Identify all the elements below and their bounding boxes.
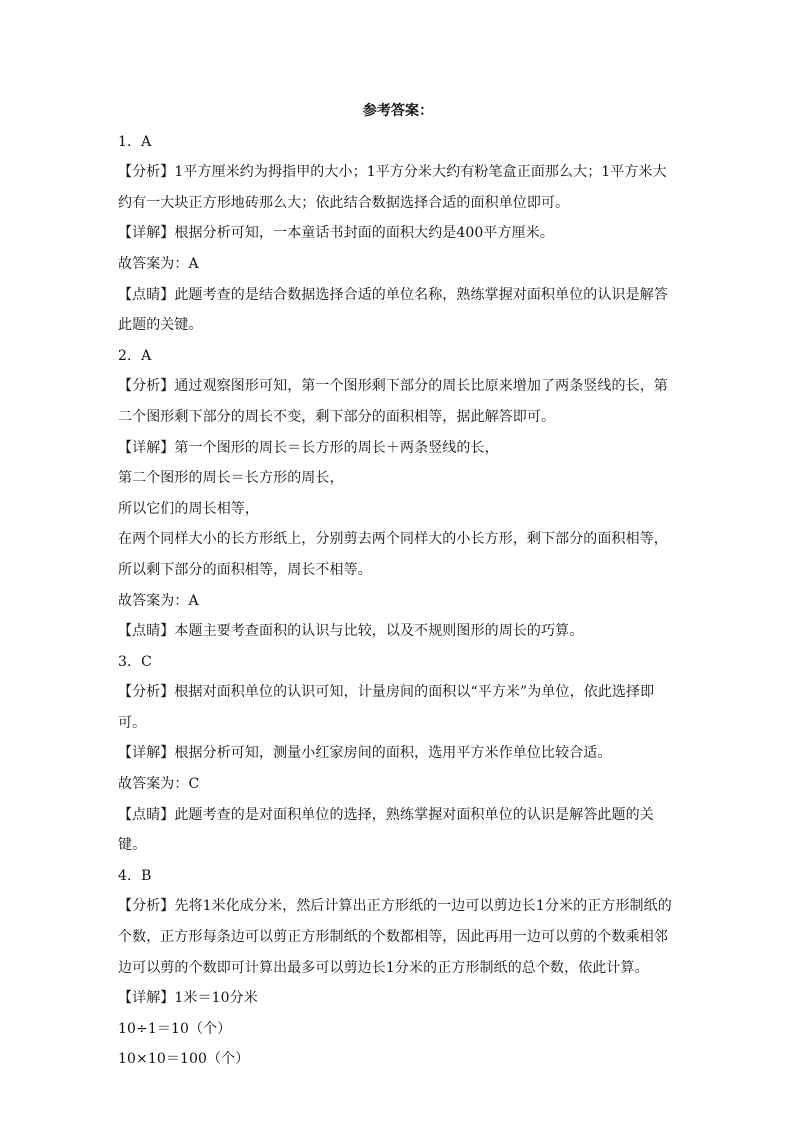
q2-detail-5: 所以剩下部分的面积相等，周长不相等。: [118, 561, 372, 578]
q2-detail-1: 【详解】第一个图形的周长＝长方形的周长＋两条竖线的长，: [118, 439, 499, 456]
q4-detail-1: 【详解】1米＝10分米: [118, 990, 258, 1007]
q4-detail-3: 10×10＝100（个）: [118, 1051, 250, 1068]
q1-analysis: 【分析】1平方厘米约为拇指甲的大小；1平方分米大约有粉笔盒正面那么大；1平方米大约有一大块正方形地砖那么大；依此结合数据选择合适的面积单位即可。: [118, 164, 667, 211]
q2-number: 2．A: [118, 347, 152, 364]
q3-number: 3．C: [118, 653, 152, 670]
q2-answer: 故答案为：A: [118, 592, 199, 609]
q4-number: 4．B: [118, 867, 152, 884]
q2-analysis: 【分析】通过观察图形可知，第一个图形剩下部分的周长比原来增加了两条竖线的长，第二个图形剩下部分的周长不变，剩下部分的面积相等，据此解答即可。: [118, 378, 668, 425]
q3-detail: 【详解】根据分析可知，测量小红家房间的面积，选用平方米作单位比较合适。: [118, 745, 612, 762]
page-title: 参考答案：: [362, 103, 434, 119]
q1-comment: 【点睛】此题考查的是结合数据选择合适的单位名称，熟练掌握对面积单位的认识是解答此题的关键。: [118, 286, 668, 334]
q3-answer: 故答案为：C: [118, 776, 200, 793]
q3-comment: 【点睛】此题考查的是对面积单位的选择，熟练掌握对面积单位的认识是解答此题的关键。: [118, 806, 654, 854]
q1-detail: 【详解】根据分析可知，一本童话书封面的面积大约是400平方厘米。: [118, 225, 554, 242]
q4-detail-2: 10÷1＝10（个）: [118, 1020, 232, 1037]
answer-page: [118, 96, 678, 1075]
q4-analysis: 【分析】先将1米化成分米，然后计算出正方形纸的一边可以剪边长1分米的正方形制纸的个数，正方形每条边可以剪正方形制纸的个数都相等，因此再用一边可以剪的个数乘相邻边可以剪的个数即可计算出最多可以剪边长1分米的正方形制纸的总个数，依此计算。: [118, 898, 672, 976]
q1-number: 1．A: [118, 133, 152, 150]
q2-detail-3: 所以它们的周长相等，: [118, 500, 259, 517]
q3-analysis: 【分析】根据对面积单位的认识可知，计量房间的面积以“平方米”为单位，依此选择即可。: [118, 684, 655, 731]
q2-detail-4: 在两个同样大小的长方形纸上，分别剪去两个同样大的小长方形，剩下部分的面积相等，: [118, 531, 668, 548]
q2-comment: 【点睛】本题主要考查面积的认识与比较，以及不规则图形的周长的巧算。: [118, 623, 584, 640]
q2-detail-2: 第二个图形的周长＝长方形的周长，: [118, 470, 344, 487]
q1-answer: 故答案为：A: [118, 255, 199, 272]
